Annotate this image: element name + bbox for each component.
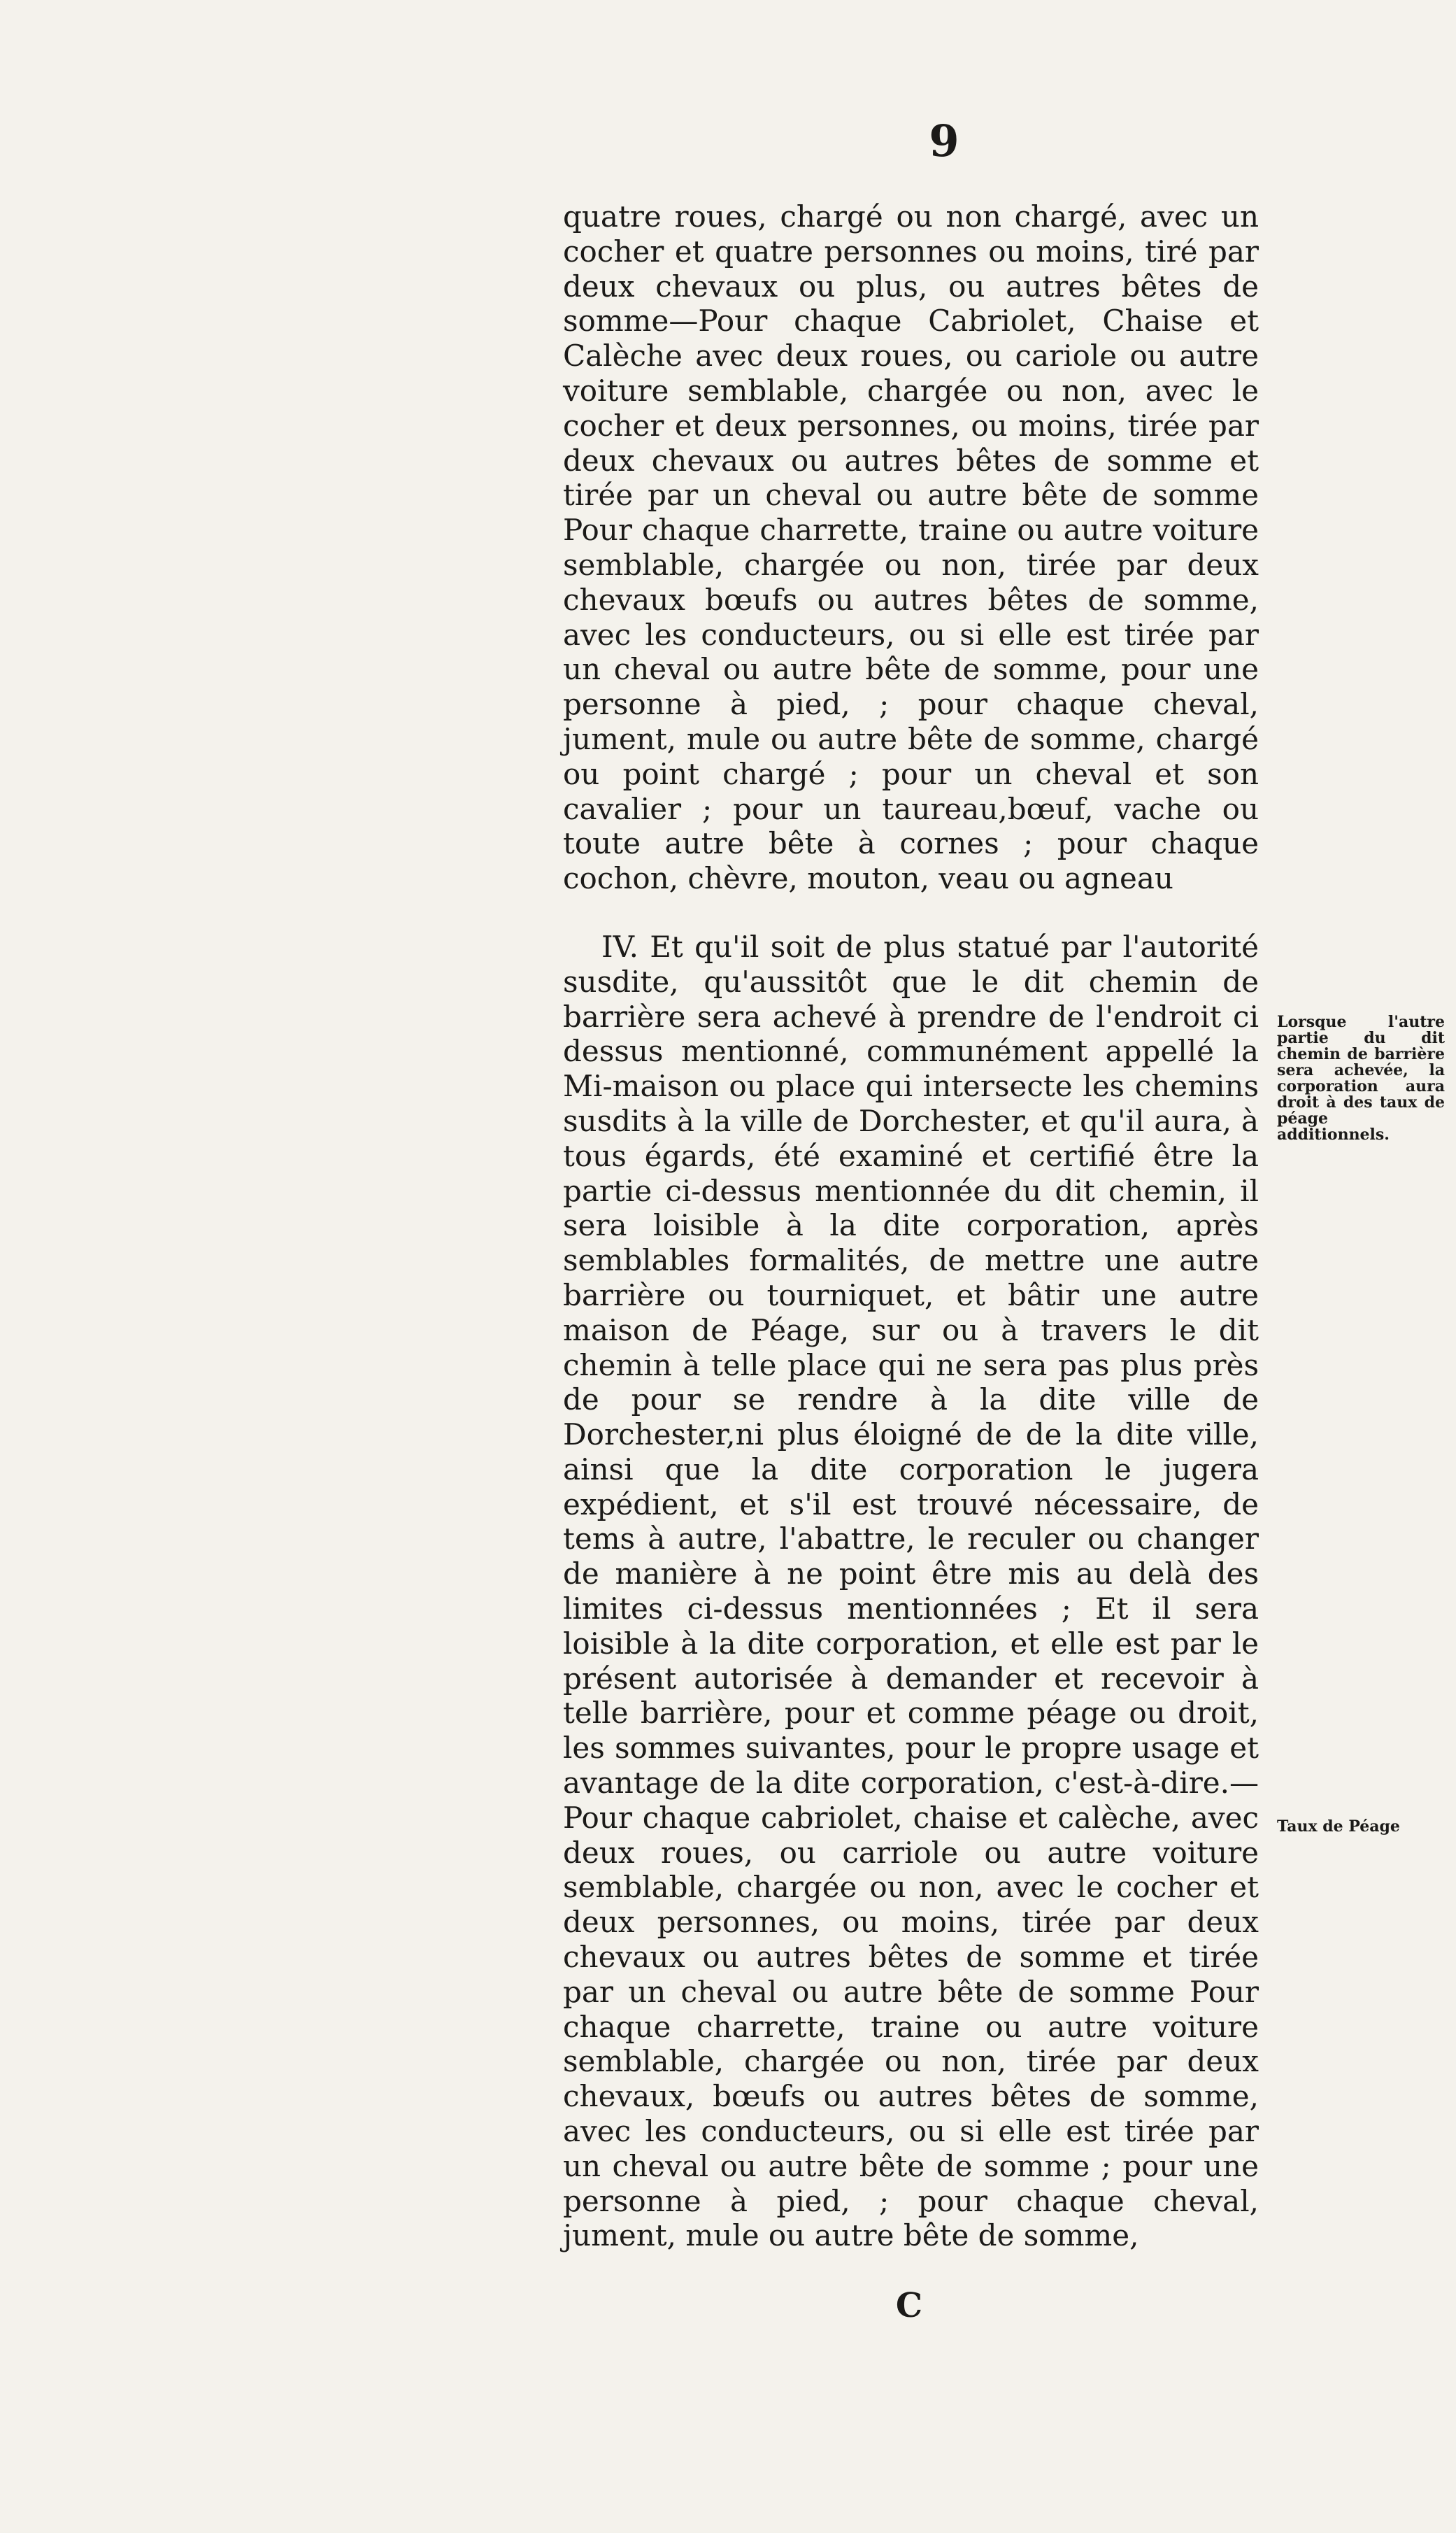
signature-mark: C xyxy=(895,2286,923,2325)
margin-note-toll-rates: Taux de Péage xyxy=(1277,1817,1400,1836)
text-column xyxy=(563,199,1259,2253)
page-number: 9 xyxy=(929,115,959,166)
margin-note-additional-tolls: Lorsque l'autre partie du dit chemin de barrière sera achevée, la corporation aura droit à des taux de péage additionnels. xyxy=(1277,1013,1445,1144)
section-divider xyxy=(563,896,1259,930)
paragraph-section-iv: IV. Et qu'il soit de plus statué par l'autorité susdite, qu'aussitôt que le dit chemin de barrière sera achevé à prendre de l'endroit ci dessus mentionné, communément appellé la Mi-maison ou place qui intersecte les chemins susdits à la ville de Dorchester, et qu'il aura, à tous égards, été examiné et certifié être la partie ci-dessus mentionnée du dit chemin, il sera loisible à la dite corporation, après semblables formalités, de mettre une autre barrière ou tourniquet, et bâtir une autre maison de Péage, sur ou à travers le dit chemin à telle place qui ne sera pas plus près de pour se rendre à la dite ville de Dorchester,ni plus éloigné de de la dite ville, ainsi que la dite corporation le jugera expédient, et s'il est trouvé nécessaire, de tems à autre, l'abattre, le reculer ou changer de manière à ne point être mis au delà des limites ci-dessus mentionnées ; Et il sera loisible à la dite corporation, et elle est par le présent autorisée à demander et recevoir à telle barrière, pour et comme péage ou droit, les sommes suivantes, pour le propre usage et avantage de la dite corporation, c'est-à-dire.—Pour chaque cabriolet, chaise et calèche, avec deux roues, ou carriole ou autre voiture semblable, chargée ou non, avec le cocher et deux personnes, ou moins, tirée par deux chevaux ou autres bêtes de somme et tirée par un cheval ou autre bête de somme Pour chaque charrette, traine ou autre voiture semblable, chargée ou non, tirée par deux chevaux, bœufs ou autres bêtes de somme, avec les conducteurs, ou si elle est tirée par un cheval ou autre bête de somme ; pour une personne à pied, ; pour chaque cheval, jument, mule ou autre bête de somme, xyxy=(563,929,1259,2253)
paragraph-toll-rates: quatre roues, chargé ou non chargé, avec un cocher et quatre personnes ou moins, tiré par deux chevaux ou plus, ou autres bêtes de somme—Pour chaque Cabriolet, Chaise et Calèche avec deux roues, ou cariole ou autre voiture semblable, chargée ou non, avec le cocher et deux personnes, ou moins, tirée par deux chevaux ou autres bêtes de somme et tirée par un cheval ou autre bête de somme Pour chaque charrette, traine ou autre voiture semblable, chargée ou non, tirée par deux chevaux bœufs ou autres bêtes de somme, avec les conducteurs, ou si elle est tirée par un cheval ou autre bête de somme, pour une personne à pied, ; pour chaque cheval, jument, mule ou autre bête de somme, chargé ou point chargé ; pour un cheval et son cavalier ; pour un taureau,bœuf, vache ou toute autre bête à cornes ; pour chaque cochon, chèvre, mouton, veau ou agneau xyxy=(563,199,1259,896)
